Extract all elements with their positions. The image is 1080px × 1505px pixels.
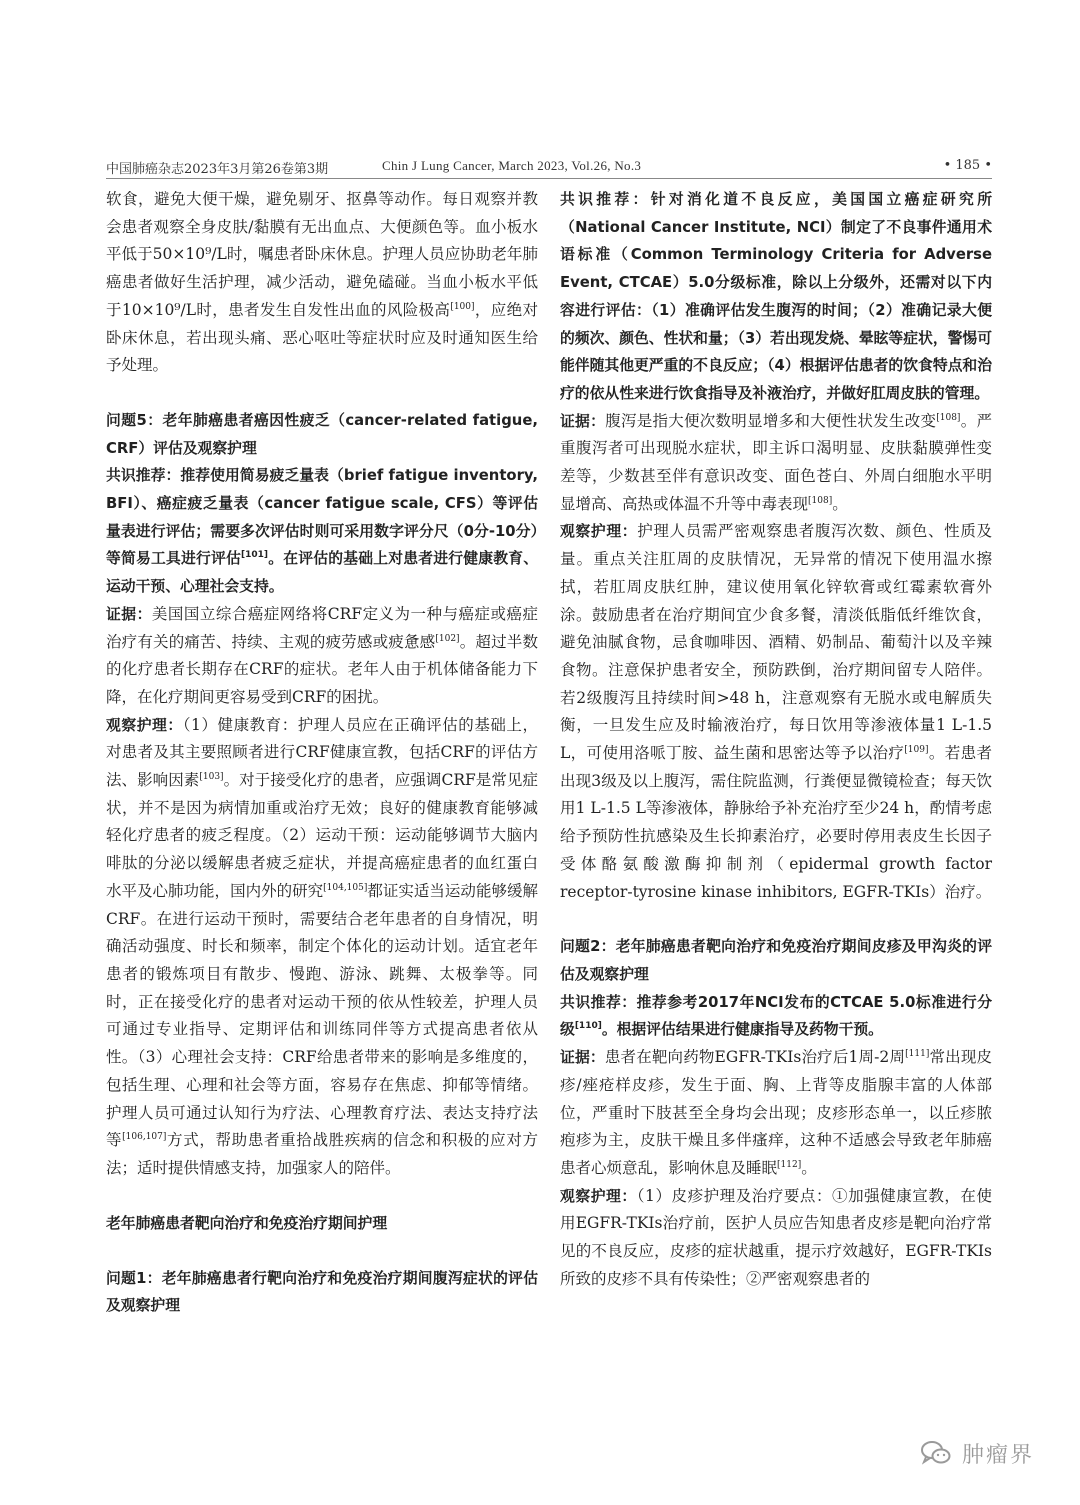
citation[interactable]: [110] — [574, 1021, 602, 1032]
paragraph-platelet: 软食，避免大便干燥，避免剔牙、抠鼻等动作。每日观察并教会患者观察全身皮肤/黏膜有无出血点、大便颜色等。血小板水平低于50×10⁹/L时，嘱患者卧床休息。护理人员应协助老年肺癌患者做好生活护理，减少活动，避免磕碰。当血小板水平低于10×10⁹/L时，患者发生自发性出血的风险极高[100]，应绝对卧床休息，若出现头痛、恶心呕吐等症状时应及时通知医生给予处理。 — [106, 190, 538, 375]
question-5-recommendation: 共识推荐：推荐使用简易疲乏量表（brief fatigue inventory, BFI）、癌症疲乏量表（cancer fatigue scale, CFS）等评估量表进行评估；需要多次评估时则可采用数字评分尺（0分-10分）等简易工具进行评估[101]。在评估的基础上对患者进行健康教育、运动干预、心理社会支持。 — [106, 467, 538, 596]
question-1-evidence: 证据：腹泻是指大便次数明显增多和大便性状发生改变[108]。严重腹泻者可出现脱水症状，即主诉口渴明显、皮肤黏膜弹性变差等，少数甚至伴有意识改变、面色苍白、外周白细胞水平明显增高、高热或体温不升等中毒表现[108]。 — [560, 411, 992, 513]
citation[interactable]: [108] — [808, 495, 833, 506]
section-heading: 老年肺癌患者靶向治疗和免疫治疗期间护理 — [106, 1214, 388, 1232]
citation[interactable]: [101] — [241, 550, 269, 561]
citation[interactable]: [103] — [199, 771, 224, 782]
citation[interactable]: [108] — [936, 412, 961, 423]
citation[interactable]: [109] — [904, 744, 929, 755]
question-2-nursing: 观察护理：（1）皮疹护理及治疗要点：①加强健康宣教，在使用EGFR-TKIs治疗前，医护人员应告知患者皮疹是靶向治疗常见的不良反应，皮疹的症状越重，提示疗效越好，EGFR-TKIs所致的皮疹不具有传染性；②严密观察患者的 — [560, 1186, 992, 1288]
citation[interactable]: [112] — [777, 1159, 802, 1170]
page-number: • 185 • — [943, 158, 992, 173]
watermark — [920, 1436, 1050, 1472]
running-header — [106, 156, 992, 179]
question-1-title: 问题1：老年肺癌患者行靶向治疗和免疫治疗期间腹泻症状的评估及观察护理 — [106, 1269, 538, 1315]
citation[interactable]: [111] — [905, 1048, 930, 1059]
citation[interactable]: [102] — [435, 633, 460, 644]
journal-name-cn: 中国肺癌杂志2023年3月第26卷第3期 — [106, 162, 329, 177]
question-5-title: 问题5：老年肺癌患者癌因性疲乏（cancer-related fatigue, CRF）评估及观察护理 — [106, 411, 538, 457]
question-5-nursing: 观察护理：（1）健康教育：护理人员应在正确评估的基础上，对患者及其主要照顾者进行CRF健康宣教，包括CRF的评估方法、影响因素[103]。对于接受化疗的患者，应强调CRF是常见症状，并不是因为病情加重或治疗无效；良好的健康教育能够减轻化疗患者的疲乏程度。（2）运动干预：运动能够调节大脑内啡肽的分泌以缓解患者疲乏症状，并提高癌症患者的血红蛋白水平及心肺功能，国内外的研究[104,105]都证实适当运动能够缓解CRF。在进行运动干预时，需要结合老年患者的自身情况，明确活动强度、时长和频率，制定个体化的运动计划。适宜老年患者的锻炼项目有散步、慢跑、游泳、跳舞、太极拳等。同时，正在接受化疗的患者对运动干预的依从性较差，护理人员可通过专业指导、定期评估和训练同伴等方式提高患者依从性。（3）心理社会支持：CRF给患者带来的影响是多维度的，包括生理、心理和社会等方面，容易存在焦虑、抑郁等情绪。护理人员可通过认知行为疗法、心理教育疗法、表达支持疗法等[106,107]方式，帮助患者重拾战胜疾病的信念和积极的应对方法；适时提供情感支持，加强家人的陪伴。 — [106, 715, 538, 1177]
question-2-title: 问题2：老年肺癌患者靶向治疗和免疫治疗期间皮疹及甲沟炎的评估及观察护理 — [560, 938, 992, 983]
citation[interactable]: [104,105] — [323, 882, 368, 893]
journal-name-en: Chin J Lung Cancer, March 2023, Vol.26, No.3 — [382, 158, 642, 173]
left-column — [106, 186, 538, 1320]
question-2-evidence: 证据：患者在靶向药物EGFR-TKIs治疗后1周-2周[111]常出现皮疹/痤疮样皮疹，发生于面、胸、上背等皮脂腺丰富的人体部位，严重时下肢甚至全身均会出现；皮疹形态单一，以丘疹脓疱疹为主，皮肤干燥且多伴瘙痒，这种不适感会导致老年肺癌患者心烦意乱，影响休息及睡眠[112]。 — [560, 1048, 992, 1177]
watermark-text: 肿瘤界 — [962, 1443, 1035, 1468]
wechat-icon — [920, 1439, 952, 1467]
citation[interactable]: [106,107] — [122, 1132, 167, 1143]
question-1-recommendation: 共识推荐：针对消化道不良反应，美国国立癌症研究所（National Cancer Institute, NCI）制定了不良事件通用术语标准（Common Terminology Criteria for Adverse Event, CTCAE）5.0分级标准，除以上分级外，还需对以下内容进行评估：（1）准确评估发生腹泻的时间；（2）准确记录大便的频次、颜色、性状和量；（3）若出现发烧、晕眩等症状，警惕可能伴随其他更严重的不良反应；（4）根据评估患者的饮食特点和治疗的依从性来进行饮食指导及补液治疗，并做好肛周皮肤的管理。 — [560, 191, 993, 402]
right-column — [560, 186, 992, 1293]
question-2-recommendation: 共识推荐：推荐参考2017年NCI发布的CTCAE 5.0标准进行分级[110]。根据评估结果进行健康指导及药物干预。 — [560, 993, 992, 1039]
question-1-nursing: 观察护理：护理人员需严密观察患者腹泻次数、颜色、性质及量。重点关注肛周的皮肤情况，无异常的情况下使用温水擦拭，若肛周皮肤红肿，建议使用氧化锌软膏或红霉素软膏外涂。鼓励患者在治疗期间宜少食多餐，清淡低脂低纤维饮食，避免油腻食物，忌食咖啡因、酒精、奶制品、葡萄汁以及辛辣食物。注意保护患者安全，预防跌倒，治疗期间留专人陪伴。若2级腹泻且持续时间>48 h，注意观察有无脱水或电解质失衡，一旦发生应及时输液治疗，每日饮用等渗液体量1 L-1.5 L，可使用洛哌丁胺、益生菌和思密达等予以治疗[109]。若患者出现3级及以上腹泻，需住院监测，行粪便显微镜检查；每天饮用1 L-1.5 L等渗液体，静脉给予补充治疗至少24 h，酌情考虑给予预防性抗感染及生长抑素治疗，必要时停用表皮生长因子受体酪氨酸激酶抑制剂（epidermal growth factor receptor-tyrosine kinase inhibitors, EGFR-TKIs）治疗。 — [560, 522, 992, 901]
question-5-evidence: 证据：美国国立综合癌症网络将CRF定义为一种与癌症或癌症治疗有关的痛苦、持续、主观的疲劳感或疲惫感[102]。超过半数的化疗患者长期存在CRF的症状。老年人由于机体储备能力下降，在化疗期间更容易受到CRF的困扰。 — [106, 604, 538, 706]
citation[interactable]: [100] — [450, 301, 475, 312]
